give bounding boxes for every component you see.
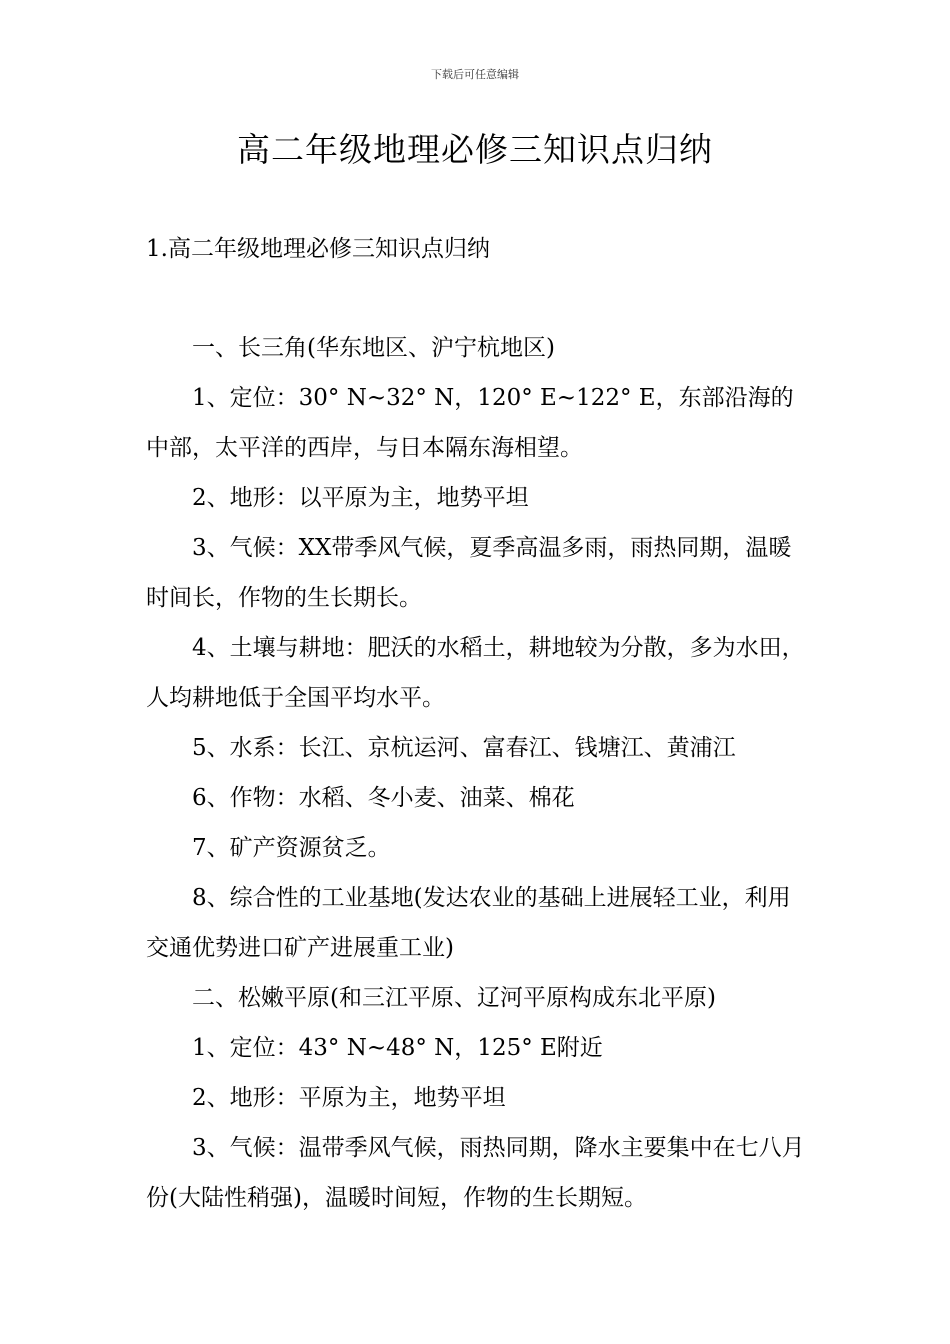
paragraph-region-heading: 一、长三角(华东地区、沪宁杭地区) [192, 335, 555, 361]
paragraph-location: 1、定位：30° N~32° N，120° E~122° E，东部沿海的中部，太平洋的西岸，与日本隔东海相望。 [146, 385, 794, 461]
document-body [146, 323, 810, 1223]
paragraph-water: 5、水系：长江、京杭运河、富春江、钱塘江、黄浦江 [192, 735, 736, 761]
paragraph-soil: 4、土壤与耕地：肥沃的水稻土，耕地较为分散，多为水田，人均耕地低于全国平均水平。 [146, 635, 805, 711]
paragraph-crops: 6、作物：水稻、冬小麦、油菜、棉花 [192, 785, 575, 811]
document-title: 高二年级地理必修三知识点归纳 [237, 130, 713, 169]
paragraph-industry: 8、综合性的工业基地(发达农业的基础上进展轻工业，利用交通优势进口矿产进展重工业) [146, 885, 791, 961]
paragraph-region-heading-2: 二、松嫩平原(和三江平原、辽河平原构成东北平原) [192, 985, 716, 1011]
paragraph-climate-2: 3、气候：温带季风气候，雨热同期，降水主要集中在七八月份(大陆性稍强)，温暖时间短，作物的生长期短。 [146, 1135, 805, 1211]
paragraph-location-2: 1、定位：43° N~48° N，125° E附近 [192, 1035, 603, 1061]
paragraph-climate: 3、气候：XX带季风气候，夏季高温多雨，雨热同期，温暖时间长，作物的生长期长。 [146, 535, 792, 611]
section-heading: 1.高二年级地理必修三知识点归纳 [146, 236, 490, 262]
paragraph-minerals: 7、矿产资源贫乏。 [192, 835, 391, 861]
paragraph-terrain: 2、地形：以平原为主，地势平坦 [192, 485, 529, 511]
paragraph-terrain-2: 2、地形：平原为主，地势平坦 [192, 1085, 506, 1111]
page-header-note: 下载后可任意编辑 [431, 68, 519, 81]
